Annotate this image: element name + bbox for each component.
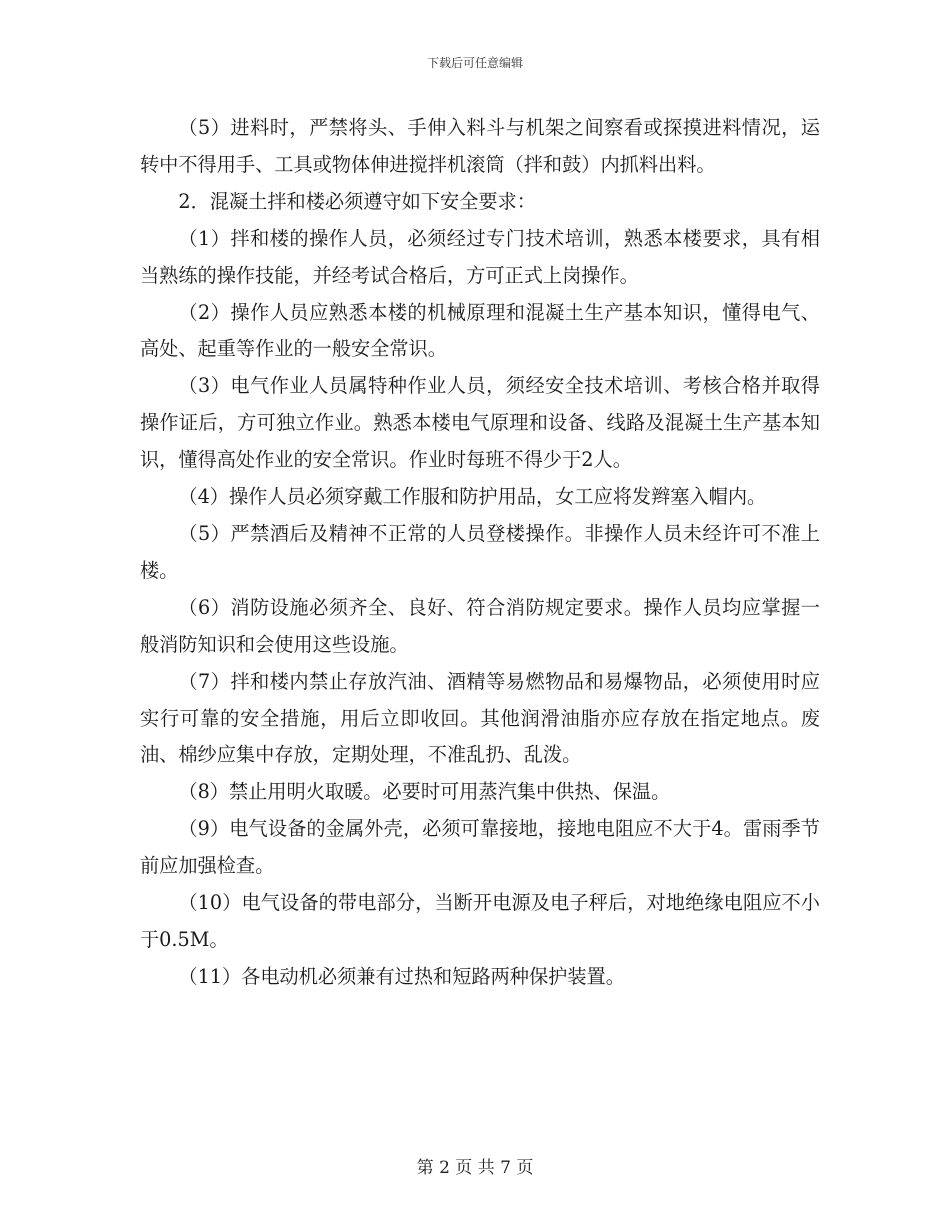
paragraph-rule-1: （1）拌和楼的操作人员，必须经过专门技术培训，熟悉本楼要求，具有相当熟练的操作技能，并经考试合格后，方可正式上岗操作。 — [140, 226, 820, 287]
paragraph-rule-3: （3）电气作业人员属特种作业人员，须经安全技术培训、考核合格并取得操作证后，方可独立作业。熟悉本楼电气原理和设备、线路及混凝土生产基本知识，懂得高处作业的安全常识。作业时每班不得少于2人。 — [140, 374, 820, 472]
paragraph-rule-6: （6）消防设施必须齐全、良好、符合消防规定要求。操作人员均应掌握一般消防知识和会使用这些设施。 — [140, 595, 820, 656]
section-heading-mixing-plant: 2．混凝土拌和楼必须遵守如下安全要求： — [178, 189, 536, 213]
page-footer: 第 2 页 共 7 页 — [416, 1158, 534, 1178]
paragraph-feed-rule-5: （5）进料时，严禁将头、手伸入料斗与机架之间察看或探摸进料情况，运转中不得用手、工具或物体伸进搅拌机滚筒（拌和鼓）内抓料出料。 — [140, 116, 820, 176]
document-body — [140, 110, 820, 996]
paragraph-rule-8: （8）禁止用明火取暖。必要时可用蒸汽集中供热、保温。 — [178, 780, 671, 804]
paragraph-rule-2: （2）操作人员应熟悉本楼的机械原理和混凝土生产基本知识，懂得电气、高处、起重等作业的一般安全常识。 — [140, 300, 820, 361]
page-header: 下载后可任意编辑 — [426, 56, 523, 70]
paragraph-rule-9: （9）电气设备的金属外壳，必须可靠接地，接地电阻应不大于4。雷雨季节前应加强检查。 — [140, 817, 820, 878]
paragraph-rule-4: （4）操作人员必须穿戴工作服和防护用品，女工应将发辫塞入帽内。 — [178, 485, 767, 509]
paragraph-rule-7: （7）拌和楼内禁止存放汽油、酒精等易燃物品和易爆物品，必须使用时应实行可靠的安全措施，用后立即收回。其他润滑油脂亦应存放在指定地点。废油、棉纱应集中存放，定期处理，不准乱扔、乱泼。 — [140, 669, 820, 767]
paragraph-rule-10: （10）电气设备的带电部分，当断开电源及电子秤后，对地绝缘电阻应不小于0.5M。 — [140, 891, 820, 951]
paragraph-rule-5: （5）严禁酒后及精神不正常的人员登楼操作。非操作人员未经许可不准上楼。 — [140, 521, 820, 582]
paragraph-rule-11: （11）各电动机必须兼有过热和短路两种保护装置。 — [178, 964, 625, 988]
